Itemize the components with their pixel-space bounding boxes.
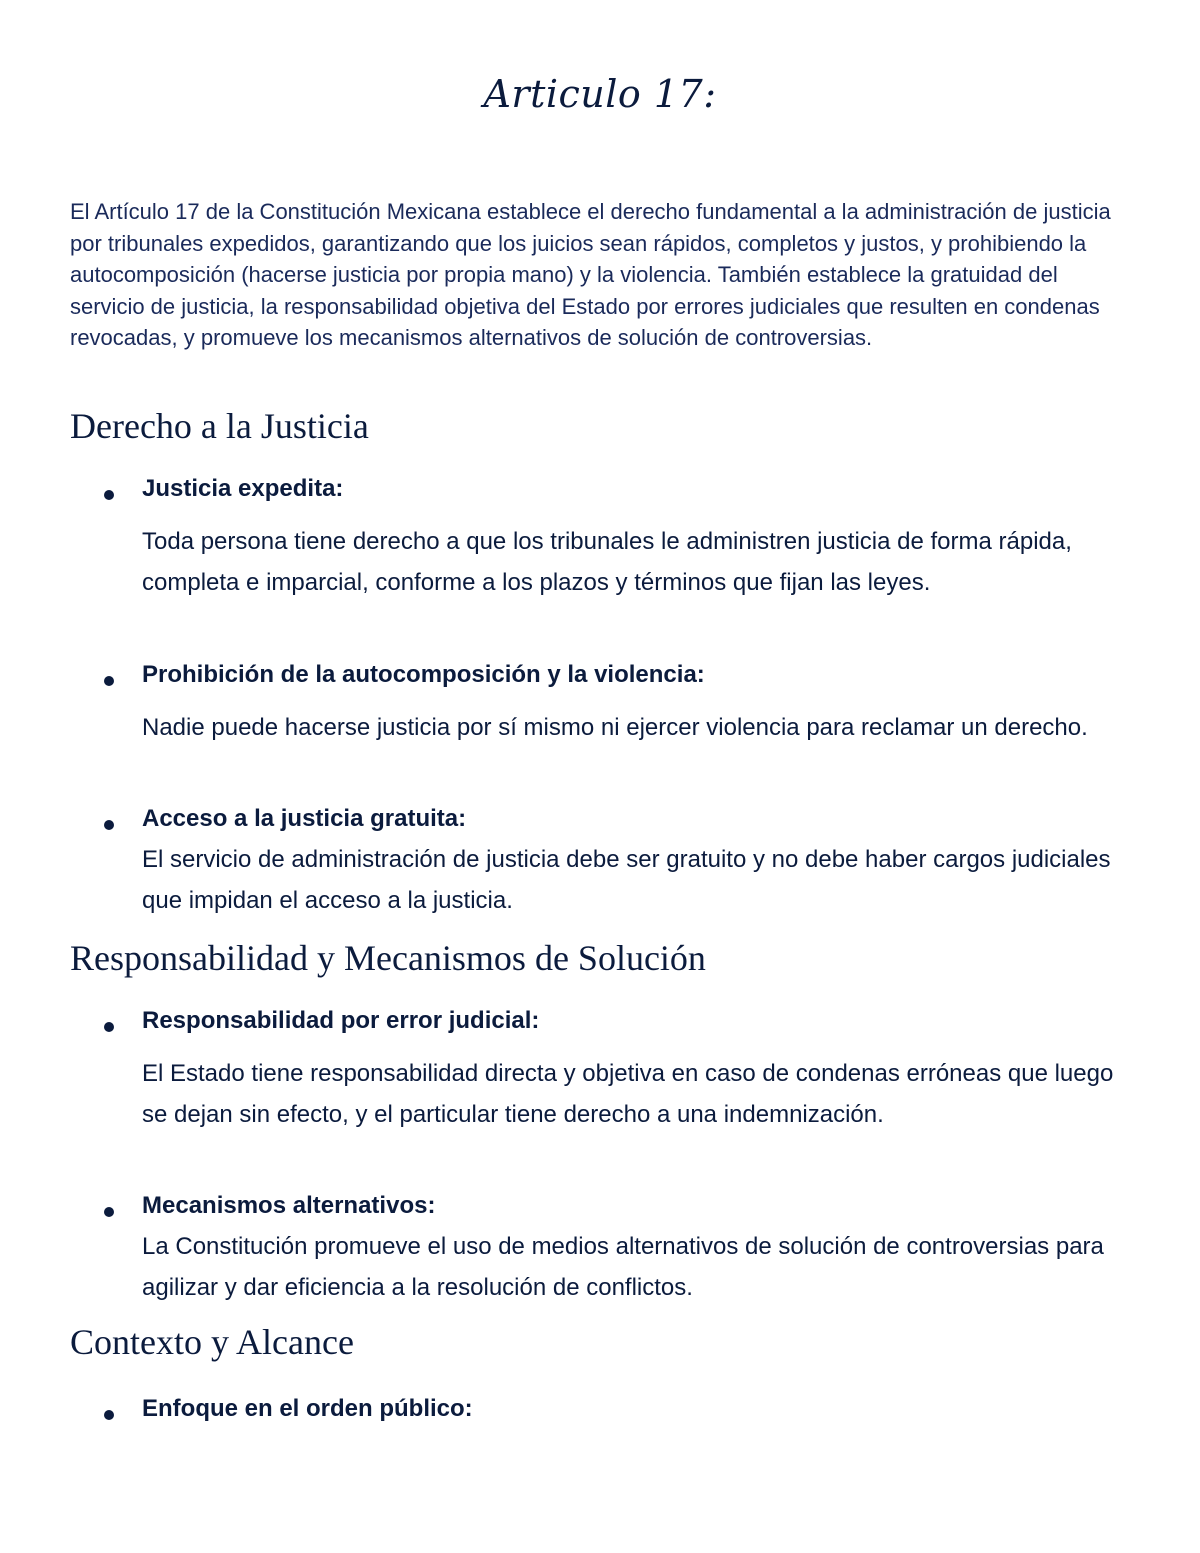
item-label: Acceso a la justicia gratuita: xyxy=(142,805,467,832)
item-label: Mecanismos alternativos: xyxy=(142,1192,436,1219)
item-description: Toda persona tiene derecho a que los tribunales le administren justicia de forma rápida, completa e imparcial, conforme a los plazos y términos que fijan las leyes. xyxy=(142,528,1072,596)
section-heading-contexto: Contexto y Alcance xyxy=(70,1322,354,1362)
bullet-icon xyxy=(104,820,114,830)
document-title: Articulo 17: xyxy=(483,72,717,116)
bullet-icon xyxy=(104,1022,114,1032)
item-description: El servicio de administración de justicia debe ser gratuito y no debe haber cargos judiciales que impidan el acceso a la justicia. xyxy=(142,846,1111,914)
section-heading-responsabilidad: Responsabilidad y Mecanismos de Solución xyxy=(70,938,706,978)
item-label: Responsabilidad por error judicial: xyxy=(142,1007,540,1034)
bullet-icon xyxy=(104,1410,114,1420)
bullet-icon xyxy=(104,490,114,500)
item-description: El Estado tiene responsabilidad directa y objetiva en caso de condenas erróneas que luego se dejan sin efecto, y el particular tiene derecho a una indemnización. xyxy=(142,1060,1114,1128)
item-label: Justicia expedita: xyxy=(142,475,344,502)
section-heading-derecho: Derecho a la Justicia xyxy=(70,406,369,446)
bullet-icon xyxy=(104,676,114,686)
bullet-icon xyxy=(104,1207,114,1217)
item-label: Enfoque en el orden público: xyxy=(142,1395,473,1422)
item-description: La Constitución promueve el uso de medios alternativos de solución de controversias para agilizar y dar eficiencia a la resolución de conflictos. xyxy=(142,1233,1104,1301)
item-description: Nadie puede hacerse justicia por sí mismo ni ejercer violencia para reclamar un derecho. xyxy=(142,714,1088,741)
item-label: Prohibición de la autocomposición y la violencia: xyxy=(142,661,705,688)
intro-paragraph: El Artículo 17 de la Constitución Mexicana establece el derecho fundamental a la administración de justicia por tribunales expedidos, garantizando que los juicios sean rápidos, completos y justos, y prohibiendo la autocomposición (hacerse justicia por propia mano) y la violencia. También establece la gratuidad del servicio de justicia, la responsabilidad objetiva del Estado por errores judiciales que resulten en condenas revocadas, y promueve los mecanismos alternativos de solución de controversias. xyxy=(70,199,1111,350)
